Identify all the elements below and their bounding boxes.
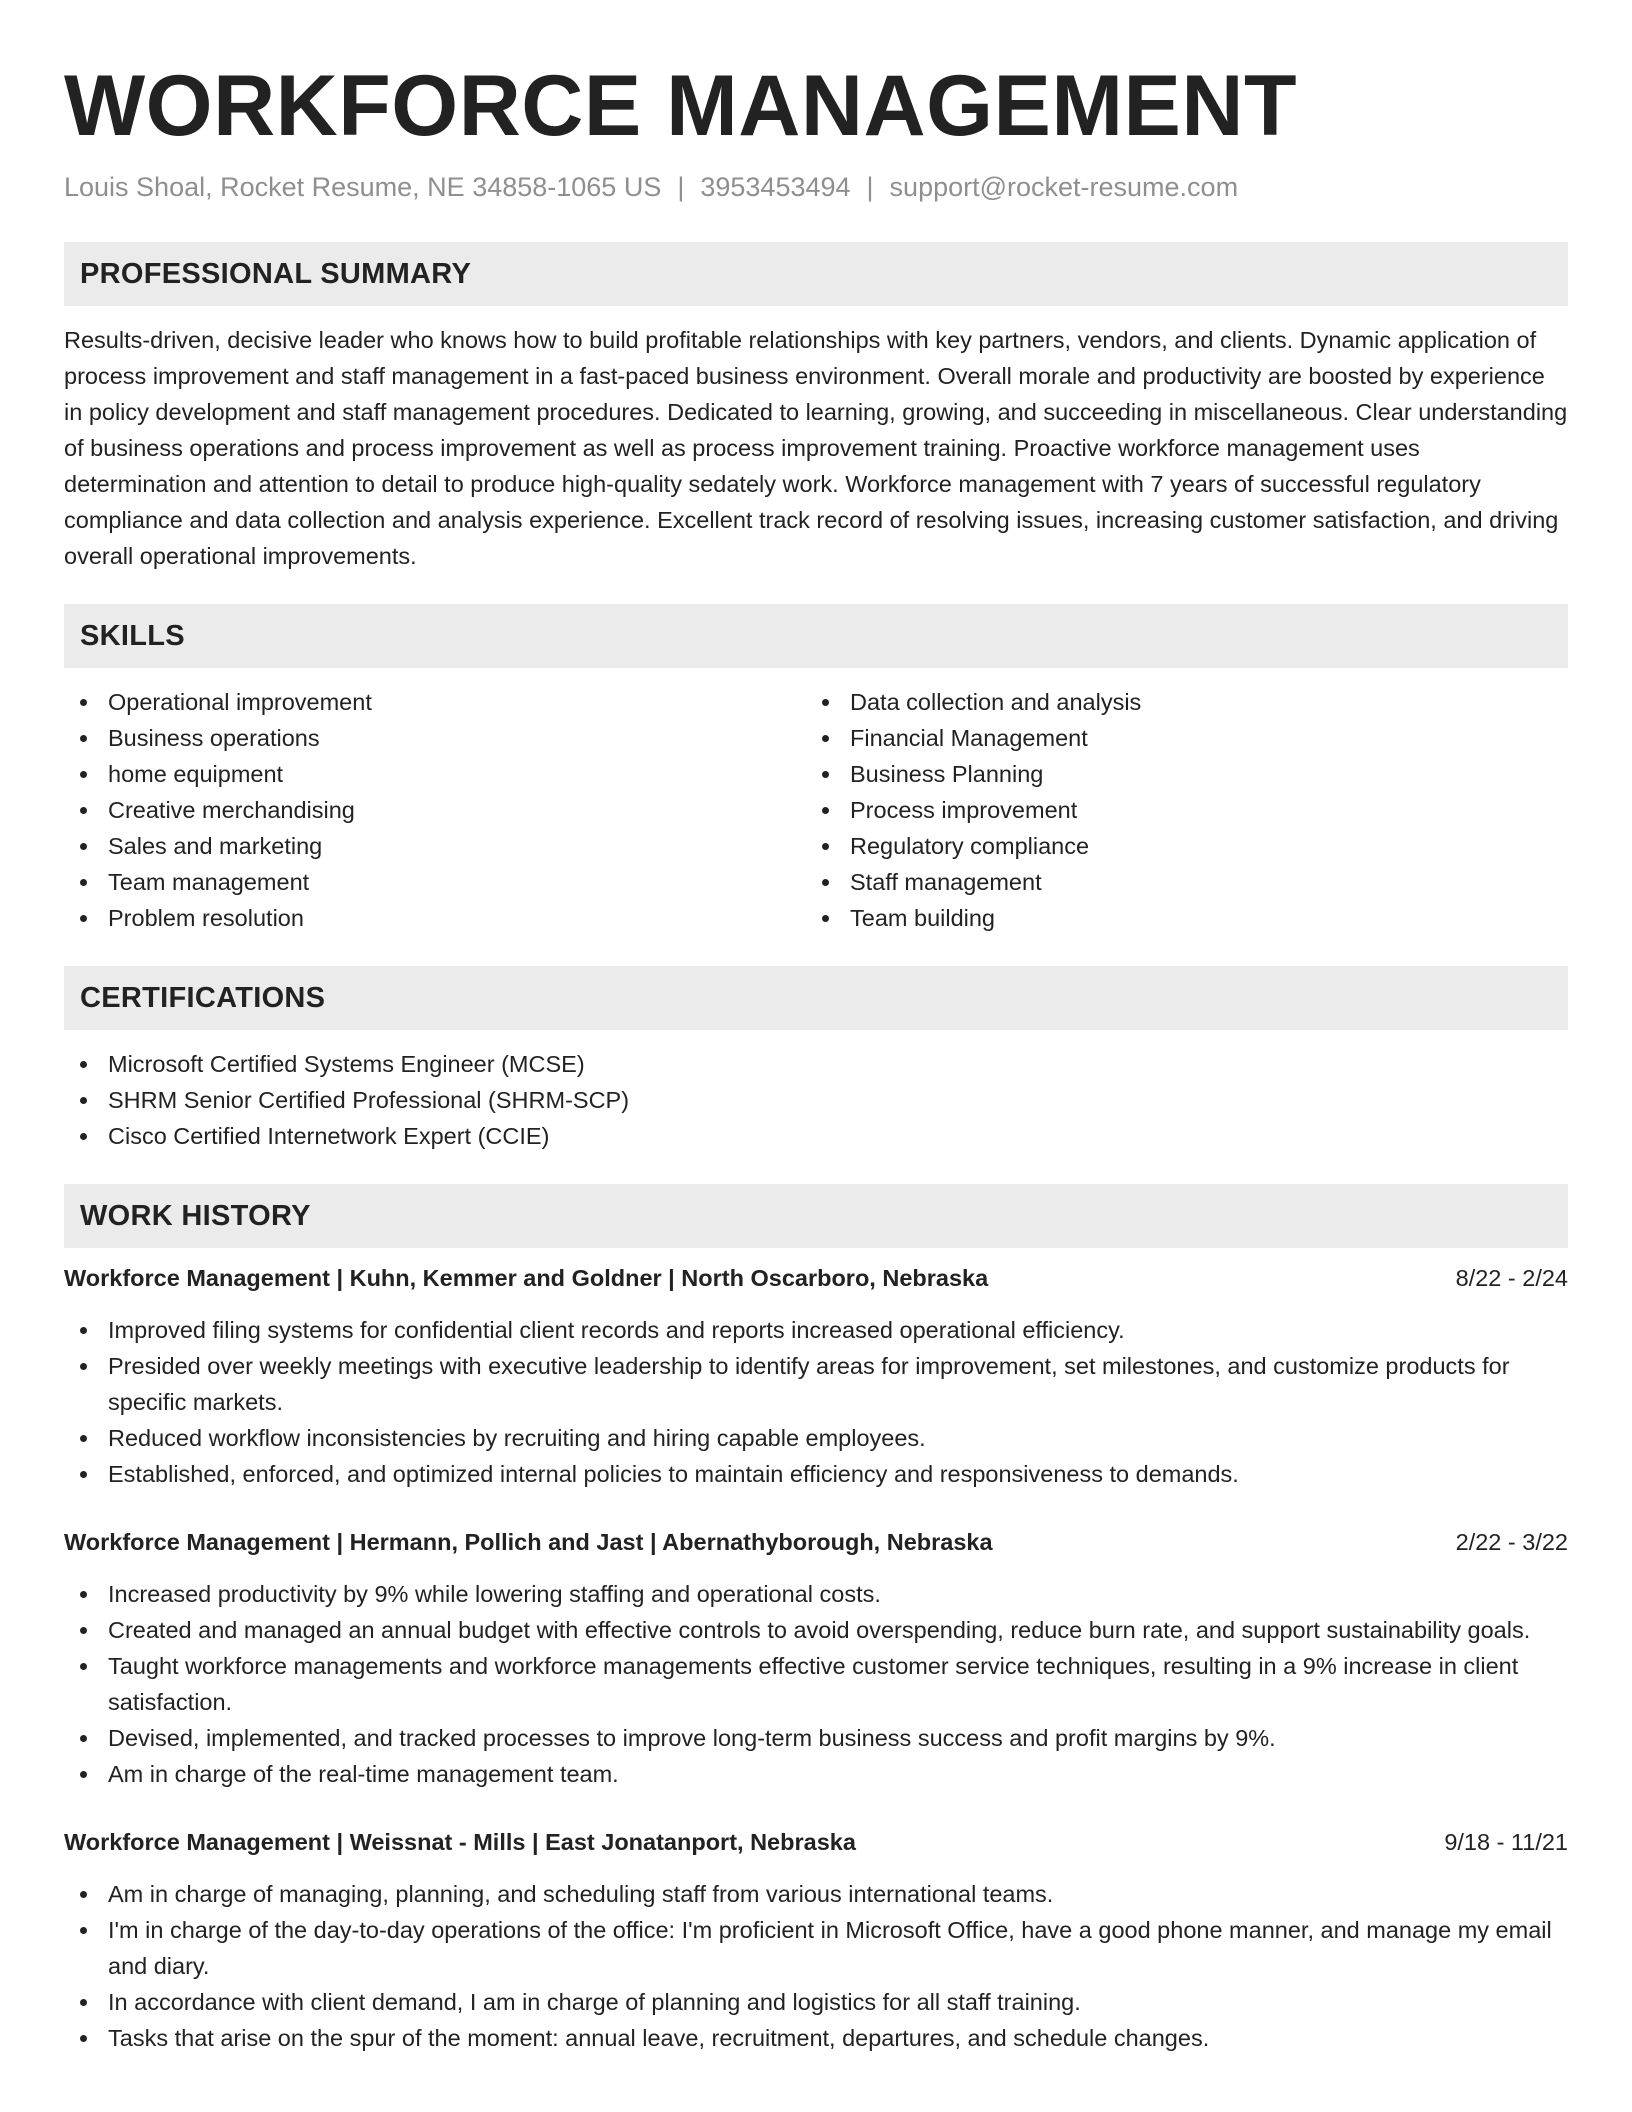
- section-heading-work-history: WORK HISTORY: [64, 1184, 1568, 1248]
- skill-item: Regulatory compliance: [806, 828, 1548, 864]
- job-dates: 9/18 - 11/21: [1444, 1829, 1568, 1855]
- job-bullet: Improved filing systems for confidential client records and reports increased operational efficiency.: [64, 1312, 1568, 1348]
- contact-line: [64, 170, 1568, 204]
- skill-item: Business Planning: [806, 756, 1548, 792]
- resume-page: [64, 0, 1568, 2056]
- job-entry: [64, 1824, 1568, 2056]
- job-title: Workforce Management | Kuhn, Kemmer and Goldner | North Oscarboro, Nebraska: [64, 1265, 989, 1291]
- job-bullet: Tasks that arise on the spur of the moment: annual leave, recruitment, departures, and schedule changes.: [64, 2020, 1568, 2056]
- contact-separator: |: [866, 172, 874, 202]
- contact-separator: |: [677, 172, 685, 202]
- certifications-list: [64, 1046, 1568, 1154]
- skill-item: Creative merchandising: [64, 792, 806, 828]
- skill-item: home equipment: [64, 756, 806, 792]
- skill-item: Process improvement: [806, 792, 1548, 828]
- job-bullet: Established, enforced, and optimized internal policies to maintain efficiency and responsiveness to demands.: [64, 1456, 1568, 1492]
- skill-item: Problem resolution: [64, 900, 806, 936]
- section-heading-certifications: CERTIFICATIONS: [64, 966, 1568, 1030]
- skill-item: Business operations: [64, 720, 806, 756]
- job-bullet: In accordance with client demand, I am in charge of planning and logistics for all staff training.: [64, 1984, 1568, 2020]
- job-dates: 2/22 - 3/22: [1455, 1529, 1568, 1555]
- skill-item: Operational improvement: [64, 684, 806, 720]
- skill-item: Team building: [806, 900, 1548, 936]
- skill-item: Sales and marketing: [64, 828, 806, 864]
- skill-item: Data collection and analysis: [806, 684, 1548, 720]
- job-title: Workforce Management | Hermann, Pollich and Jast | Abernathyborough, Nebraska: [64, 1529, 993, 1555]
- skill-item: Staff management: [806, 864, 1548, 900]
- job-header: [64, 1260, 1568, 1296]
- skills-column-right: [806, 684, 1548, 936]
- job-bullets: [64, 1576, 1568, 1792]
- skills-column-left: [64, 684, 806, 936]
- job-entry: [64, 1524, 1568, 1792]
- contact-email: support@rocket-resume.com: [889, 172, 1239, 202]
- resume-name: WORKFORCE MANAGEMENT: [64, 58, 1298, 154]
- job-dates: 8/22 - 2/24: [1455, 1265, 1568, 1291]
- job-title: Workforce Management | Weissnat - Mills | East Jonatanport, Nebraska: [64, 1829, 856, 1855]
- certification-item: Cisco Certified Internetwork Expert (CCIE): [64, 1118, 1568, 1154]
- job-bullets: [64, 1312, 1568, 1492]
- skill-item: Team management: [64, 864, 806, 900]
- job-bullet: Am in charge of managing, planning, and scheduling staff from various international teams.: [64, 1876, 1568, 1912]
- skill-item: Financial Management: [806, 720, 1548, 756]
- certification-item: SHRM Senior Certified Professional (SHRM-SCP): [64, 1082, 1568, 1118]
- job-bullet: Presided over weekly meetings with executive leadership to identify areas for improvement, set milestones, and customize products for specific markets.: [64, 1348, 1568, 1420]
- job-header: [64, 1824, 1568, 1860]
- contact-phone: 3953453494: [700, 172, 851, 202]
- job-bullet: I'm in charge of the day-to-day operations of the office: I'm proficient in Microsoft Office, have a good phone manner, and manage my email and diary.: [64, 1912, 1568, 1984]
- section-heading-summary: PROFESSIONAL SUMMARY: [64, 242, 1568, 306]
- job-bullet: Increased productivity by 9% while lowering staffing and operational costs.: [64, 1576, 1568, 1612]
- summary-text: Results-driven, decisive leader who knows how to build profitable relationships with key partners, vendors, and clients. Dynamic application of process improvement and staff management in a fast-paced business environment. Overall morale and productivity are boosted by experience in policy development and staff management procedures. Dedicated to learning, growing, and succeeding in miscellaneous. Clear understanding of business operations and process improvement as well as process improvement training. Proactive workforce management uses determination and attention to detail to produce high-quality sedately work. Workforce management with 7 years of successful regulatory compliance and data collection and analysis experience. Excellent track record of resolving issues, increasing customer satisfaction, and driving overall operational improvements.: [64, 327, 1568, 569]
- job-bullet: Reduced workflow inconsistencies by recruiting and hiring capable employees.: [64, 1420, 1568, 1456]
- certification-item: Microsoft Certified Systems Engineer (MCSE): [64, 1046, 1568, 1082]
- job-header: [64, 1524, 1568, 1560]
- skills-grid: [64, 684, 1568, 936]
- contact-address: Louis Shoal, Rocket Resume, NE 34858-1065 US: [64, 172, 662, 202]
- job-bullet: Am in charge of the real-time management team.: [64, 1756, 1568, 1792]
- job-bullet: Created and managed an annual budget with effective controls to avoid overspending, reduce burn rate, and support sustainability goals.: [64, 1612, 1568, 1648]
- section-heading-skills: SKILLS: [64, 604, 1568, 668]
- job-bullet: Devised, implemented, and tracked processes to improve long-term business success and profit margins by 9%.: [64, 1720, 1568, 1756]
- job-entry: [64, 1260, 1568, 1492]
- job-bullets: [64, 1876, 1568, 2056]
- job-bullet: Taught workforce managements and workforce managements effective customer service techniques, resulting in a 9% increase in client satisfaction.: [64, 1648, 1568, 1720]
